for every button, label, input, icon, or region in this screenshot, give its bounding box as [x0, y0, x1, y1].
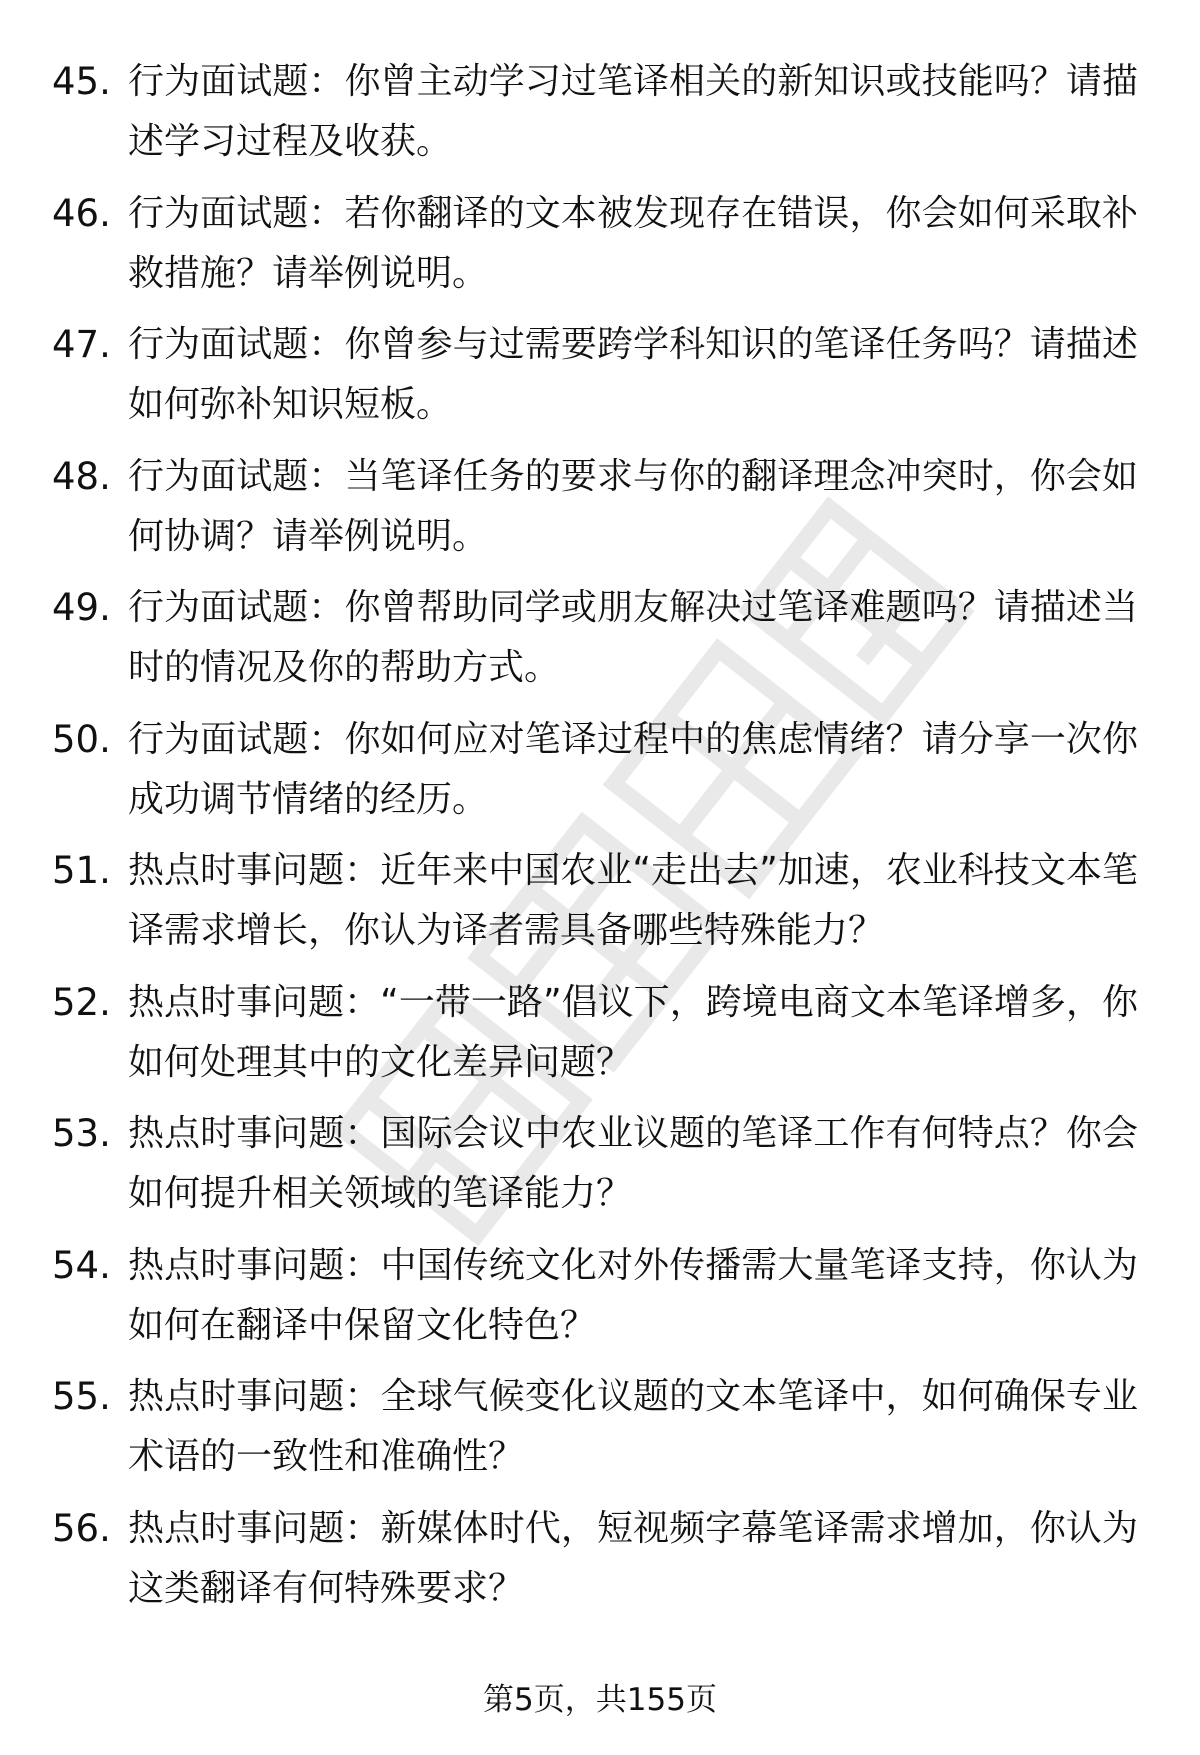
- question-text: 行为面试题：你曾主动学习过笔译相关的新知识或技能吗？请描述学习过程及收获。: [128, 61, 1138, 162]
- question-item: [0, 578, 1200, 710]
- question-item: [0, 1236, 1200, 1368]
- question-text: 行为面试题：你如何应对笔译过程中的焦虑情绪？请分享一次你成功调节情绪的经历。: [128, 718, 1138, 820]
- question-number: 54.: [52, 1243, 111, 1287]
- question-item: [0, 52, 1200, 184]
- question-number: 55.: [52, 1375, 111, 1418]
- question-number: 47.: [52, 323, 111, 366]
- question-text: 热点时事问题：全球气候变化议题的文本笔译中，如何确保专业术语的一致性和准确性？: [128, 1376, 1138, 1477]
- question-text: 行为面试题：你曾帮助同学或朋友解决过笔译难题吗？请描述当时的情况及你的帮助方式。: [128, 587, 1138, 688]
- question-number: 46.: [52, 191, 111, 235]
- question-text: 热点时事问题：国际会议中农业议题的笔译工作有何特点？你会如何提升相关领域的笔译能力？: [128, 1113, 1138, 1214]
- question-item: [0, 447, 1200, 579]
- question-item: [0, 841, 1200, 973]
- question-text: 行为面试题：若你翻译的文本被发现存在错误，你会如何采取补救措施？请举例说明。: [128, 192, 1138, 294]
- question-text: 热点时事问题：新媒体时代，短视频字幕笔译需求增加，你认为这类翻译有何特殊要求？: [128, 1507, 1138, 1609]
- question-number: 53.: [52, 1112, 111, 1155]
- question-number: 56.: [52, 1506, 111, 1550]
- question-item: [0, 710, 1200, 842]
- question-number: 48.: [52, 454, 111, 498]
- question-list: [0, 52, 1200, 1630]
- question-item: [0, 1499, 1200, 1631]
- question-text: 热点时事问题：“一带一路”倡议下，跨境电商文本笔译增多，你如何处理其中的文化差异问题？: [128, 981, 1138, 1083]
- question-text: 行为面试题：当笔译任务的要求与你的翻译理念冲突时，你会如何协调？请举例说明。: [128, 455, 1138, 557]
- question-text: 热点时事问题：近年来中国农业“走出去”加速，农业科技文本笔译需求增长，你认为译者需具备哪些特殊能力？: [128, 850, 1138, 951]
- question-number: 49.: [52, 586, 111, 629]
- question-item: [0, 1104, 1200, 1236]
- question-text: 热点时事问题：中国传统文化对外传播需大量笔译支持，你认为如何在翻译中保留文化特色？: [128, 1244, 1138, 1346]
- question-number: 51.: [52, 849, 111, 892]
- question-number: 45.: [52, 60, 111, 103]
- question-item: [0, 1367, 1200, 1499]
- page-footer: 第5页，共155页: [483, 1682, 717, 1718]
- question-number: 50.: [52, 717, 111, 761]
- question-item: [0, 184, 1200, 316]
- question-item: [0, 973, 1200, 1105]
- question-number: 52.: [52, 980, 111, 1024]
- question-item: [0, 315, 1200, 447]
- question-text: 行为面试题：你曾参与过需要跨学科知识的笔译任务吗？请描述如何弥补知识短板。: [128, 324, 1138, 425]
